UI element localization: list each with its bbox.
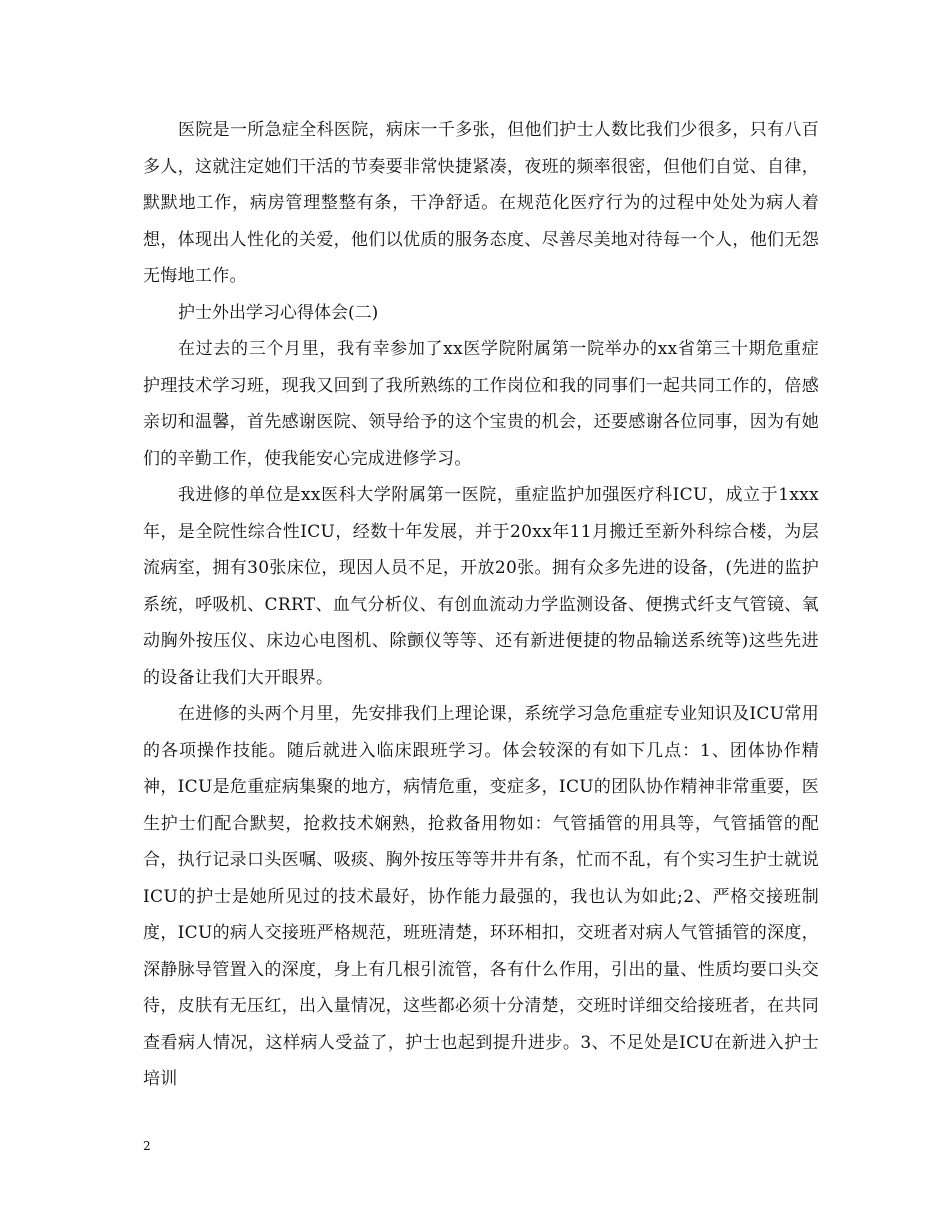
paragraph-experience-points: 在进修的头两个月里，先安排我们上理论课，系统学习急危重症专业知识及ICU常用的各项操作技能。随后就进入临床跟班学习。体会较深的有如下几点：1、团体协作精神，ICU是危重症病集聚的地方，病情危重，变症多，ICU的团队协作精神非常重要，医生护士们配合默契，抢救技术娴熟，抢救备用物如：气管插管的用具等，气管插管的配合，执行记录口头医嘱、吸痰、胸外按压等等井井有条，忙而不乱，有个实习生护士就说ICU的护士是她所见过的技术最好，协作能力最强的，我也认为如此;2、严格交接班制度，ICU的病人交接班严格规范，班班清楚，环环相扣，交班者对病人气管插管的深度，深静脉导管置入的深度，身上有几根引流管，各有什么作用，引出的量、性质均要口头交待，皮肤有无压红，出入量情况，这些都必须十分清楚，交班时详细交给接班者，在共同查看病人情况，这样病人受益了，护士也起到提升进步。3、不足处是ICU在新进入护士培训 <box>143 704 819 1089</box>
section-heading: 护士外出学习心得体会(二) <box>178 302 379 323</box>
document-body <box>143 112 819 1098</box>
paragraph-icu-unit: 我进修的单位是xx医科大学附属第一医院，重症监护加强医疗科ICU，成立于1xxx年，是全院性综合性ICU，经数十年发展，并于20xx年11月搬迁至新外科综合楼，为层流病室，拥有30张床位，现因人员不足，开放20张。拥有众多先进的设备，(先进的监护系统，呼吸机、CRRT、血气分析仪、有创血流动力学监测设备、便携式纤支气管镜、氧动胸外按压仪、床边心电图机、除颤仪等等、还有新进便捷的物品输送系统等)这些先进的设备让我们大开眼界。 <box>143 485 819 688</box>
paragraph-hospital-description: 医院是一所急症全科医院，病床一千多张，但他们护士人数比我们少很多，只有八百多人，这就注定她们干活的节奏要非常快捷紧凑，夜班的频率很密，但他们自觉、自律，默默地工作，病房管理整整有条，干净舒适。在规范化医疗行为的过程中处处为病人着想，体现出人性化的关爱，他们以优质的服务态度、尽善尽美地对待每一个人，他们无怨无悔地工作。 <box>143 120 819 286</box>
paragraph-training-intro: 在过去的三个月里，我有幸参加了xx医学院附属第一院举办的xx省第三十期危重症护理技术学习班，现我又回到了我所熟练的工作岗位和我的同事们一起共同工作的，倍感亲切和温馨，首先感谢医院、领导给予的这个宝贵的机会，还要感谢各位同事，因为有她们的辛勤工作，使我能安心完成进修学习。 <box>143 339 819 469</box>
page-number: 2 <box>143 1139 151 1153</box>
